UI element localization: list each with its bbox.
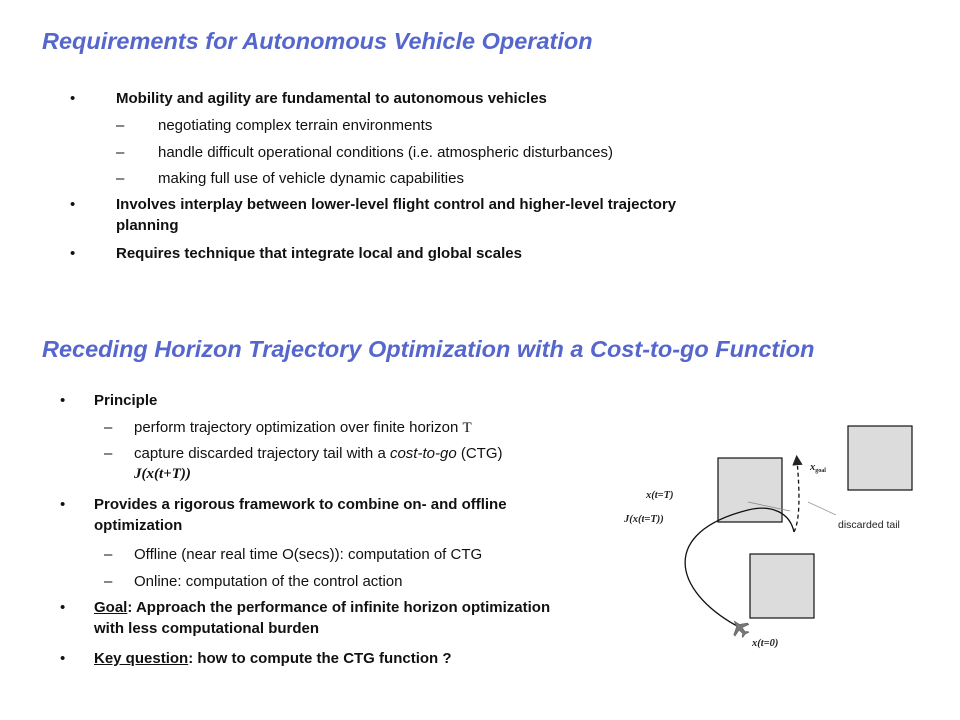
dash-marker: – — [104, 546, 113, 563]
bullet-text-line2: planning — [116, 217, 179, 234]
sub-item-online — [104, 571, 403, 592]
trajectory-diagram — [620, 415, 920, 655]
obstacle-box — [750, 554, 814, 618]
sub-item-conditions — [116, 142, 613, 163]
label-x-T: x(t=T) — [646, 490, 674, 501]
sub-item-text: Offline (near real time O(secs)): computation of CTG — [134, 546, 483, 563]
dash-marker: – — [104, 419, 113, 436]
discarded-tail-leader — [808, 502, 836, 515]
horizon-symbol: T — [462, 420, 472, 436]
bullet-interplay — [70, 194, 676, 236]
bullet-text-a: : how to compute the — [188, 650, 340, 667]
bullet-text: Mobility and agility are fundamental to autonomous vehicles — [116, 90, 547, 107]
bullet-framework — [60, 494, 507, 536]
bullet-marker: • — [70, 196, 76, 213]
sub-item-text: making full use of vehicle dynamic capabilities — [158, 170, 464, 187]
sub-item-dynamics — [116, 168, 464, 189]
bullet-text-line2: with less computational burden — [94, 620, 320, 637]
section2-title: Receding Horizon Trajectory Optimization with a Cost-to-go Function — [42, 336, 815, 362]
discarded-tail — [794, 460, 799, 532]
sub-item-text-b: (CTG) — [460, 445, 503, 462]
sub-item-text: perform trajectory optimization over finite horizon — [134, 419, 459, 436]
label-x-goal-main: x — [810, 462, 816, 473]
section1-title: Requirements for Autonomous Vehicle Operation — [42, 28, 593, 54]
label-x-goal — [809, 462, 826, 474]
label-x-goal-subscript: goal — [815, 468, 826, 474]
goal-label: Goal — [94, 599, 128, 616]
obstacle-box — [718, 458, 782, 522]
sub-item-text: negotiating complex terrain environments — [158, 117, 433, 134]
label-x-0: x(t=0) — [752, 638, 779, 649]
sub-item-offline — [104, 544, 482, 565]
bullet-text-b: function ? — [379, 650, 452, 667]
dash-marker: – — [104, 573, 113, 590]
bullet-goal — [60, 597, 550, 639]
sub-item-terrain — [116, 115, 432, 136]
ctg-acronym: CTG — [343, 650, 375, 667]
bullet-mobility — [70, 88, 547, 109]
bullet-text-line1: Involves interplay between lower-level flight control and higher-level trajectory — [116, 196, 677, 213]
sub-item-text-a: capture discarded trajectory tail with a — [134, 445, 386, 462]
label-discarded-tail: discarded tail — [838, 519, 900, 531]
label-J: J(x(t=T)) — [624, 514, 664, 525]
bullet-text-line1: Provides a rigorous framework to combine on- and offline — [94, 496, 507, 513]
bullet-marker: • — [70, 90, 76, 107]
bullet-marker: • — [60, 650, 66, 667]
bullet-marker: • — [60, 496, 66, 513]
sub-item-text: Online: computation of the control action — [134, 573, 403, 590]
dash-marker: – — [116, 144, 125, 161]
bullet-marker: • — [60, 599, 66, 616]
bullet-text: Principle — [94, 392, 158, 409]
bullet-scales — [70, 243, 522, 264]
cost-to-go-term: cost-to-go — [389, 445, 457, 462]
bullet-text: Requires technique that integrate local and global scales — [116, 245, 522, 262]
bullet-text-line2: optimization — [94, 517, 183, 534]
sub-item-horizon — [104, 417, 472, 439]
dash-marker: – — [116, 170, 125, 187]
bullet-marker: • — [70, 245, 76, 262]
obstacle-box — [848, 426, 912, 490]
sub-item-ctg — [104, 444, 503, 484]
bullet-principle — [60, 390, 157, 411]
aircraft-icon — [727, 615, 752, 640]
bullet-marker: • — [60, 392, 66, 409]
key-question-label: Key question — [94, 650, 189, 667]
bullet-key-question — [60, 648, 452, 669]
dash-marker: – — [116, 117, 125, 134]
dash-marker: – — [104, 445, 113, 462]
sub-item-text: handle difficult operational conditions (i.e. atmospheric disturbances) — [158, 144, 613, 161]
ctg-formula: J(x(t+T)) — [134, 466, 191, 482]
bullet-text-line1: : Approach the performance of infinite horizon optimization — [127, 599, 551, 616]
